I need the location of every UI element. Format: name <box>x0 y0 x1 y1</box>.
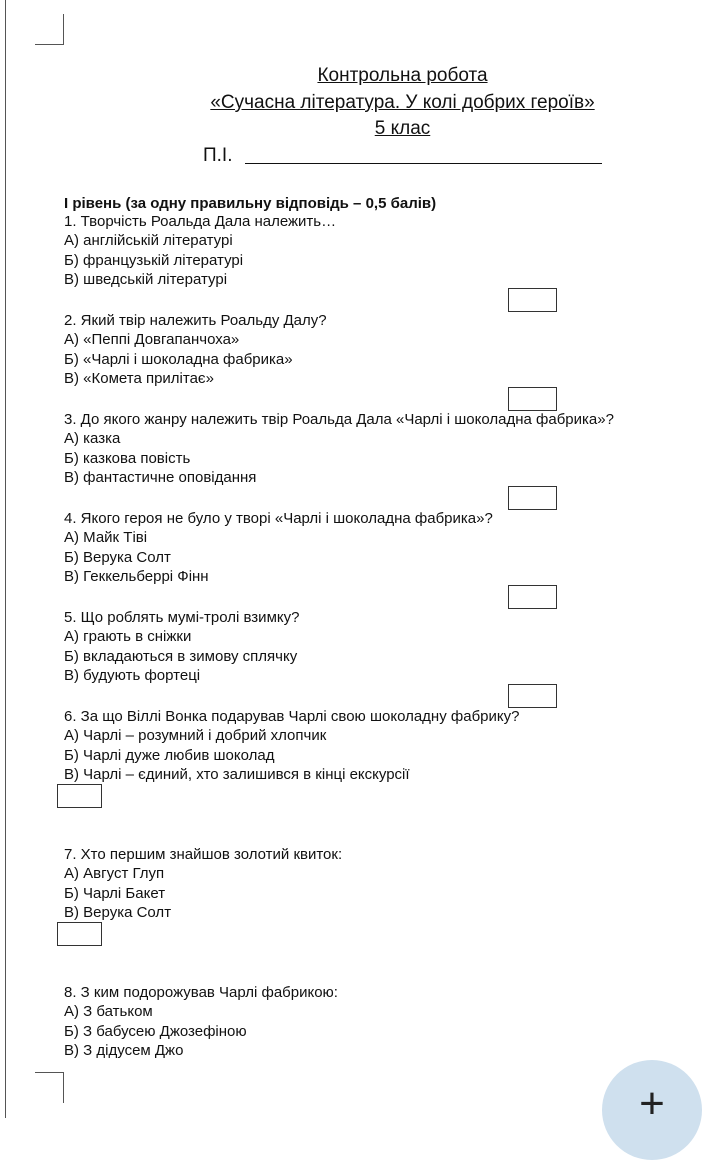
answer-box-5[interactable] <box>508 684 557 708</box>
doc-subtitle: «Сучасна література. У колі добрих героїв» <box>210 92 595 113</box>
option-a: А) Август Глуп <box>64 865 165 883</box>
level-heading: І рівень (за одну правильну відповідь – 0,5 балів) <box>64 195 437 212</box>
option-c: В) будують фортеці <box>64 666 201 684</box>
name-label: П.І. <box>203 145 233 166</box>
question-text: 2. Який твір належить Роальду Далу? <box>64 312 327 329</box>
option-c: В) шведській літературі <box>64 270 228 288</box>
question-text: 3. До якого жанру належить твір Роальда Дала «Чарлі і шоколадна фабрика»? <box>64 411 614 428</box>
page-edge <box>5 0 6 1118</box>
option-a: А) З батьком <box>64 1003 153 1021</box>
question-3 <box>64 410 694 487</box>
question-7 <box>64 845 694 922</box>
option-b: Б) Чарлі Бакет <box>64 884 166 902</box>
plus-icon: + <box>639 1079 665 1128</box>
question-1 <box>64 212 694 289</box>
question-6 <box>64 707 694 784</box>
option-c: В) «Комета прилітає» <box>64 369 214 387</box>
page-corner-mark-bottom <box>35 1072 64 1103</box>
answer-box-3[interactable] <box>508 486 557 510</box>
option-a: А) казка <box>64 430 121 448</box>
question-4 <box>64 509 694 586</box>
option-c: В) Чарлі – єдиний, хто залишився в кінці екскурсії <box>64 765 410 783</box>
question-text: 7. Хто першим знайшов золотий квиток: <box>64 846 343 863</box>
question-text: 6. За що Віллі Вонка подарував Чарлі свою шоколадну фабрику? <box>64 708 520 725</box>
question-text: 4. Якого героя не було у творі «Чарлі і шоколадна фабрика»? <box>64 510 493 527</box>
question-2 <box>64 311 694 388</box>
option-b: Б) З бабусею Джозефіною <box>64 1022 247 1040</box>
option-b: Б) «Чарлі і шоколадна фабрика» <box>64 350 293 368</box>
question-text: 1. Творчість Роальда Дала належить… <box>64 213 337 230</box>
doc-title: Контрольна робота <box>317 65 488 86</box>
answer-box-6[interactable] <box>57 784 102 808</box>
grade-label: 5 клас <box>374 118 431 139</box>
option-c: В) фантастичне оповідання <box>64 468 257 486</box>
question-5 <box>64 608 694 685</box>
option-a: А) «Пеппі Довгапанчоха» <box>64 331 240 349</box>
option-b: Б) Чарлі дуже любив шоколад <box>64 746 275 764</box>
option-b: Б) вкладаються в зимову сплячку <box>64 647 298 665</box>
answer-box-4[interactable] <box>508 585 557 609</box>
answer-box-7[interactable] <box>57 922 102 946</box>
option-c: В) З дідусем Джо <box>64 1041 184 1059</box>
option-b: Б) казкова повість <box>64 449 191 467</box>
page-corner-mark-top <box>35 14 64 45</box>
answer-box-2[interactable] <box>508 387 557 411</box>
option-c: В) Геккельберрі Фінн <box>64 567 209 585</box>
option-b: Б) Верука Солт <box>64 548 171 566</box>
option-a: А) Майк Тіві <box>64 529 148 547</box>
option-a: А) грають в сніжки <box>64 628 192 646</box>
option-c: В) Верука Солт <box>64 903 172 921</box>
option-a: А) англійській літературі <box>64 232 233 250</box>
question-8 <box>64 983 694 1060</box>
question-text: 8. З ким подорожував Чарлі фабрикою: <box>64 984 338 1001</box>
answer-box-1[interactable] <box>508 288 557 312</box>
option-b: Б) французькій літературі <box>64 251 244 269</box>
add-button[interactable] <box>602 1060 702 1160</box>
question-text: 5. Що роблять мумі-тролі взимку? <box>64 609 300 626</box>
name-line <box>245 163 602 164</box>
option-a: А) Чарлі – розумний і добрий хлопчик <box>64 727 327 745</box>
